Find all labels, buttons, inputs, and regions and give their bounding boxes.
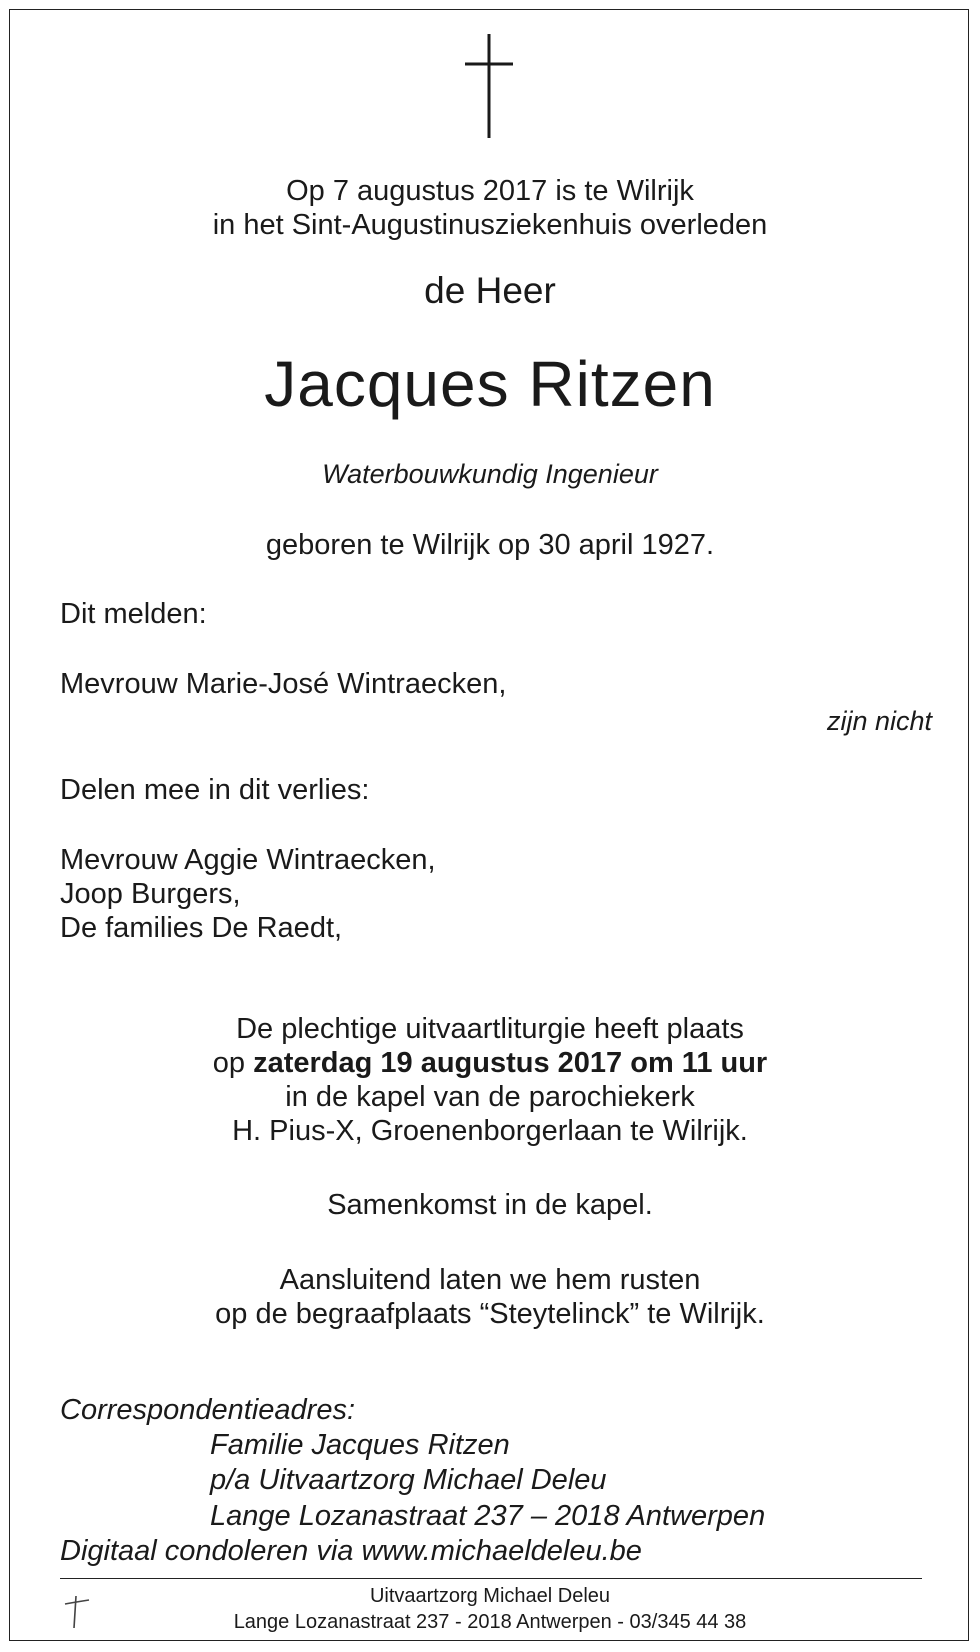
mourner-name: Mevrouw Aggie Wintraecken, — [60, 844, 436, 876]
ceremony-line-3: in de kapel van de parochiekerk — [285, 1081, 695, 1113]
intro-line-1: Op 7 augustus 2017 is te Wilrijk — [286, 175, 694, 207]
ceremony-date: zaterdag 19 augustus 2017 om 11 uur — [253, 1047, 768, 1079]
ceremony-line-2 — [0, 1046, 980, 1080]
online-condolence: Digitaal condoleren via www.michaeldeleu.be — [60, 1535, 642, 1567]
birth-info: geboren te Wilrijk op 30 april 1927. — [265, 529, 715, 561]
correspondence-line: Lange Lozanastraat 237 – 2018 Antwerpen — [210, 1500, 766, 1532]
announcer-person: Mevrouw Marie-José Wintraecken, — [60, 668, 507, 700]
correspondence-line: Familie Jacques Ritzen — [210, 1429, 510, 1461]
announcer-relation: zijn nicht — [826, 706, 932, 736]
burial-line-1: Aansluitend laten we hem rusten — [279, 1264, 701, 1296]
intro-line-2: in het Sint-Augustinusziekenhuis overleden — [212, 209, 768, 241]
profession: Waterbouwkundig Ingenieur — [322, 459, 658, 489]
footer-divider — [60, 1578, 922, 1579]
announcers-heading: Dit melden: — [60, 598, 207, 630]
burial-line-2: op de begraafplaats “Steytelinck” te Wilrijk. — [215, 1298, 765, 1330]
mourner-name: Joop Burgers, — [60, 878, 241, 910]
gathering-info: Samenkomst in de kapel. — [327, 1189, 653, 1221]
footer-address: Lange Lozanastraat 237 - 2018 Antwerpen - 03/345 44 38 — [233, 1611, 747, 1633]
cross-icon — [463, 32, 515, 140]
deceased-name: Jacques Ritzen — [264, 348, 716, 420]
ceremony-line-4: H. Pius-X, Groenenborgerlaan te Wilrijk. — [232, 1115, 748, 1147]
ceremony-line-2-prefix: op — [212, 1047, 254, 1079]
mourner-name: De families De Raedt, — [60, 912, 343, 944]
ceremony-line-1: De plechtige uitvaartliturgie heeft plaats — [236, 1013, 744, 1045]
mourners-heading: Delen mee in dit verlies: — [60, 774, 370, 806]
footer-company: Uitvaartzorg Michael Deleu — [369, 1585, 611, 1607]
correspondence-line: p/a Uitvaartzorg Michael Deleu — [210, 1464, 607, 1496]
correspondence-heading: Correspondentieadres: — [60, 1394, 356, 1426]
salutation: de Heer — [424, 270, 556, 311]
